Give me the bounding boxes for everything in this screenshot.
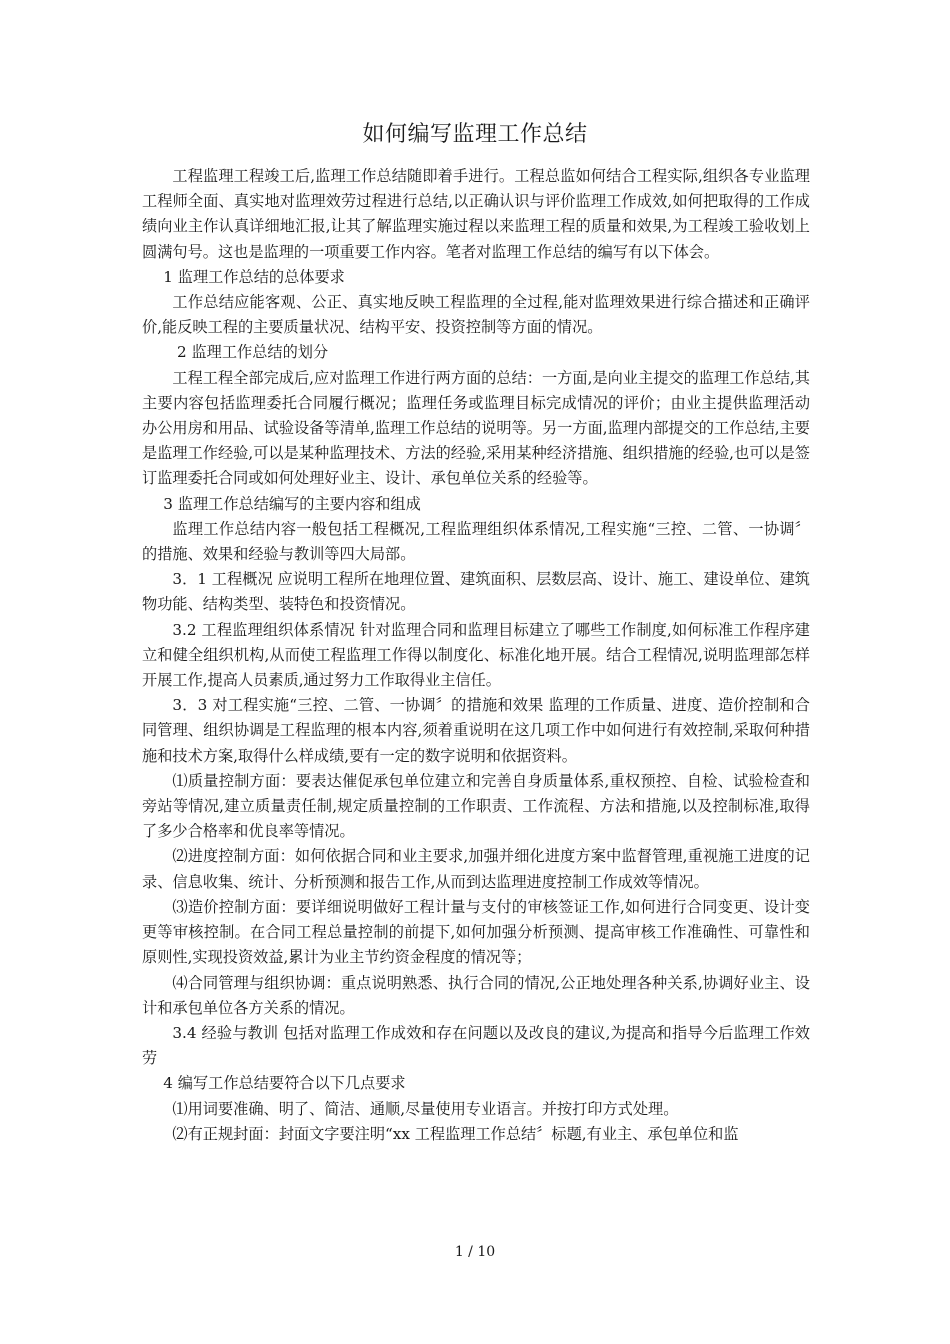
list-item-cost: ⑶造价控制方面：要详细说明做好工程计量与支付的审核签证工作,如何进行合同变更、设计变更等审核控制。在合同工程总量控制的前提下,如何加强分析预测、提高审核工作准确性、可靠性和原则性,实现投资效益,累计为业主节约资金程度的情况等； <box>142 897 810 967</box>
document-title: 如何编写监理工作总结 <box>362 122 588 147</box>
list-item-contract: ⑷合同管理与组织协调：重点说明熟悉、执行合同的情况,公正地处理各种关系,协调好业主、设计和承包单位各方关系的情况。 <box>142 973 810 1017</box>
list-item-quality: ⑴质量控制方面：要表达催促承包单位建立和完善自身质量体系,重权预控、自检、试验检查和旁站等情况,建立质量责任制,规定质量控制的工作职责、工作流程、方法和措施,以及控制标准,取得了多少合格率和优良率等情况。 <box>142 771 810 841</box>
paragraph: 工作总结应能客观、公正、真实地反映工程监理的全过程,能对监理效果进行综合描述和正确评价,能反映工程的主要质量状况、结构平安、投资控制等方面的情况。 <box>142 293 810 337</box>
section-heading-2: 2 监理工作总结的划分 <box>176 343 329 362</box>
intro-paragraph: 工程监理工程竣工后,监理工作总结随即着手进行。工程总监如何结合工程实际,组织各专业监理工程师全面、真实地对监理效劳过程进行总结,以正确认识与评价监理工作成效,如何把取得的工作成绩向业主作认真详细地汇报,让其了解监理实施过程以来监理工程的质量和效果,为工程竣工验收划上圆满句号。这也是监理的一项重要工作内容。笔者对监理工作总结的编写有以下体会。 <box>142 167 810 261</box>
paragraph: 监理工作总结内容一般包括工程概况,工程监理组织体系情况,工程实施“三控、二管、一协调〞的措施、效果和经验与教训等四大局部。 <box>142 519 810 564</box>
list-item-cover: ⑵有正规封面：封面文字要注明“xx 工程监理工作总结〞标题,有业主、承包单位和监 <box>172 1124 739 1143</box>
document-body <box>142 164 810 1147</box>
paragraph: 工程工程全部完成后,应对监理工作进行两方面的总结：一方面,是向业主提交的监理工作总结,其主要内容包括监理委托合同履行概况；监理任务或监理目标完成情况的评价；由业主提供监理活动办公用房和用品、试验设备等清单,监理工作总结的说明等。另一方面,监理内部提交的工作总结,主要是监理工作经验,可以是某种监理技术、方法的经验,采用某种经济措施、组织措施的经验,也可以是签订监理委托合同或如何处理好业主、设计、承包单位关系的经验等。 <box>142 368 810 488</box>
section-heading-3: 3 监理工作总结编写的主要内容和组成 <box>163 494 421 513</box>
subsection-3-3: 3．3 对工程实施“三控、二管、一协调〞的措施和效果 监理的工作质量、进度、造价控制和合同管理、组织协调是工程监理的根本内容,须着重说明在这几项工作中如何进行有效控制,采取何种措施和技术方案,取得什么样成绩,要有一定的数字说明和依据资料。 <box>142 696 810 765</box>
section-heading-4: 4 编写工作总结要符合以下几点要求 <box>163 1074 406 1093</box>
subsection-3-4: 3.4 经验与教训 包括对监理工作成效和存在问题以及改良的建议,为提高和指导今后监理工作效劳 <box>142 1023 810 1068</box>
list-item-schedule: ⑵进度控制方面：如何依据合同和业主要求,加强并细化进度方案中监督管理,重视施工进度的记录、信息收集、统计、分析预测和报告工作,从而到达监理进度控制工作成效等情况。 <box>142 847 810 891</box>
page-indicator: 1 / 10 <box>454 1244 496 1260</box>
list-item-wording: ⑴用词要准确、明了、简洁、通顺,尽量使用专业语言。并按打印方式处理。 <box>172 1099 679 1118</box>
subsection-3-1: 3．1 工程概况 应说明工程所在地理位置、建筑面积、层数层高、设计、施工、建设单位、建筑物功能、结构类型、装特色和投资情况。 <box>142 570 810 614</box>
section-heading-1: 1 监理工作总结的总体要求 <box>163 267 345 286</box>
subsection-3-2: 3.2 工程监理组织体系情况 针对监理合同和监理目标建立了哪些工作制度,如何标准工作程序建立和健全组织机构,从而使工程监理工作得以制度化、标准化地开展。结合工程情况,说明监理部怎样开展工作,提高人员素质,通过努力工作取得业主信任。 <box>142 620 810 690</box>
